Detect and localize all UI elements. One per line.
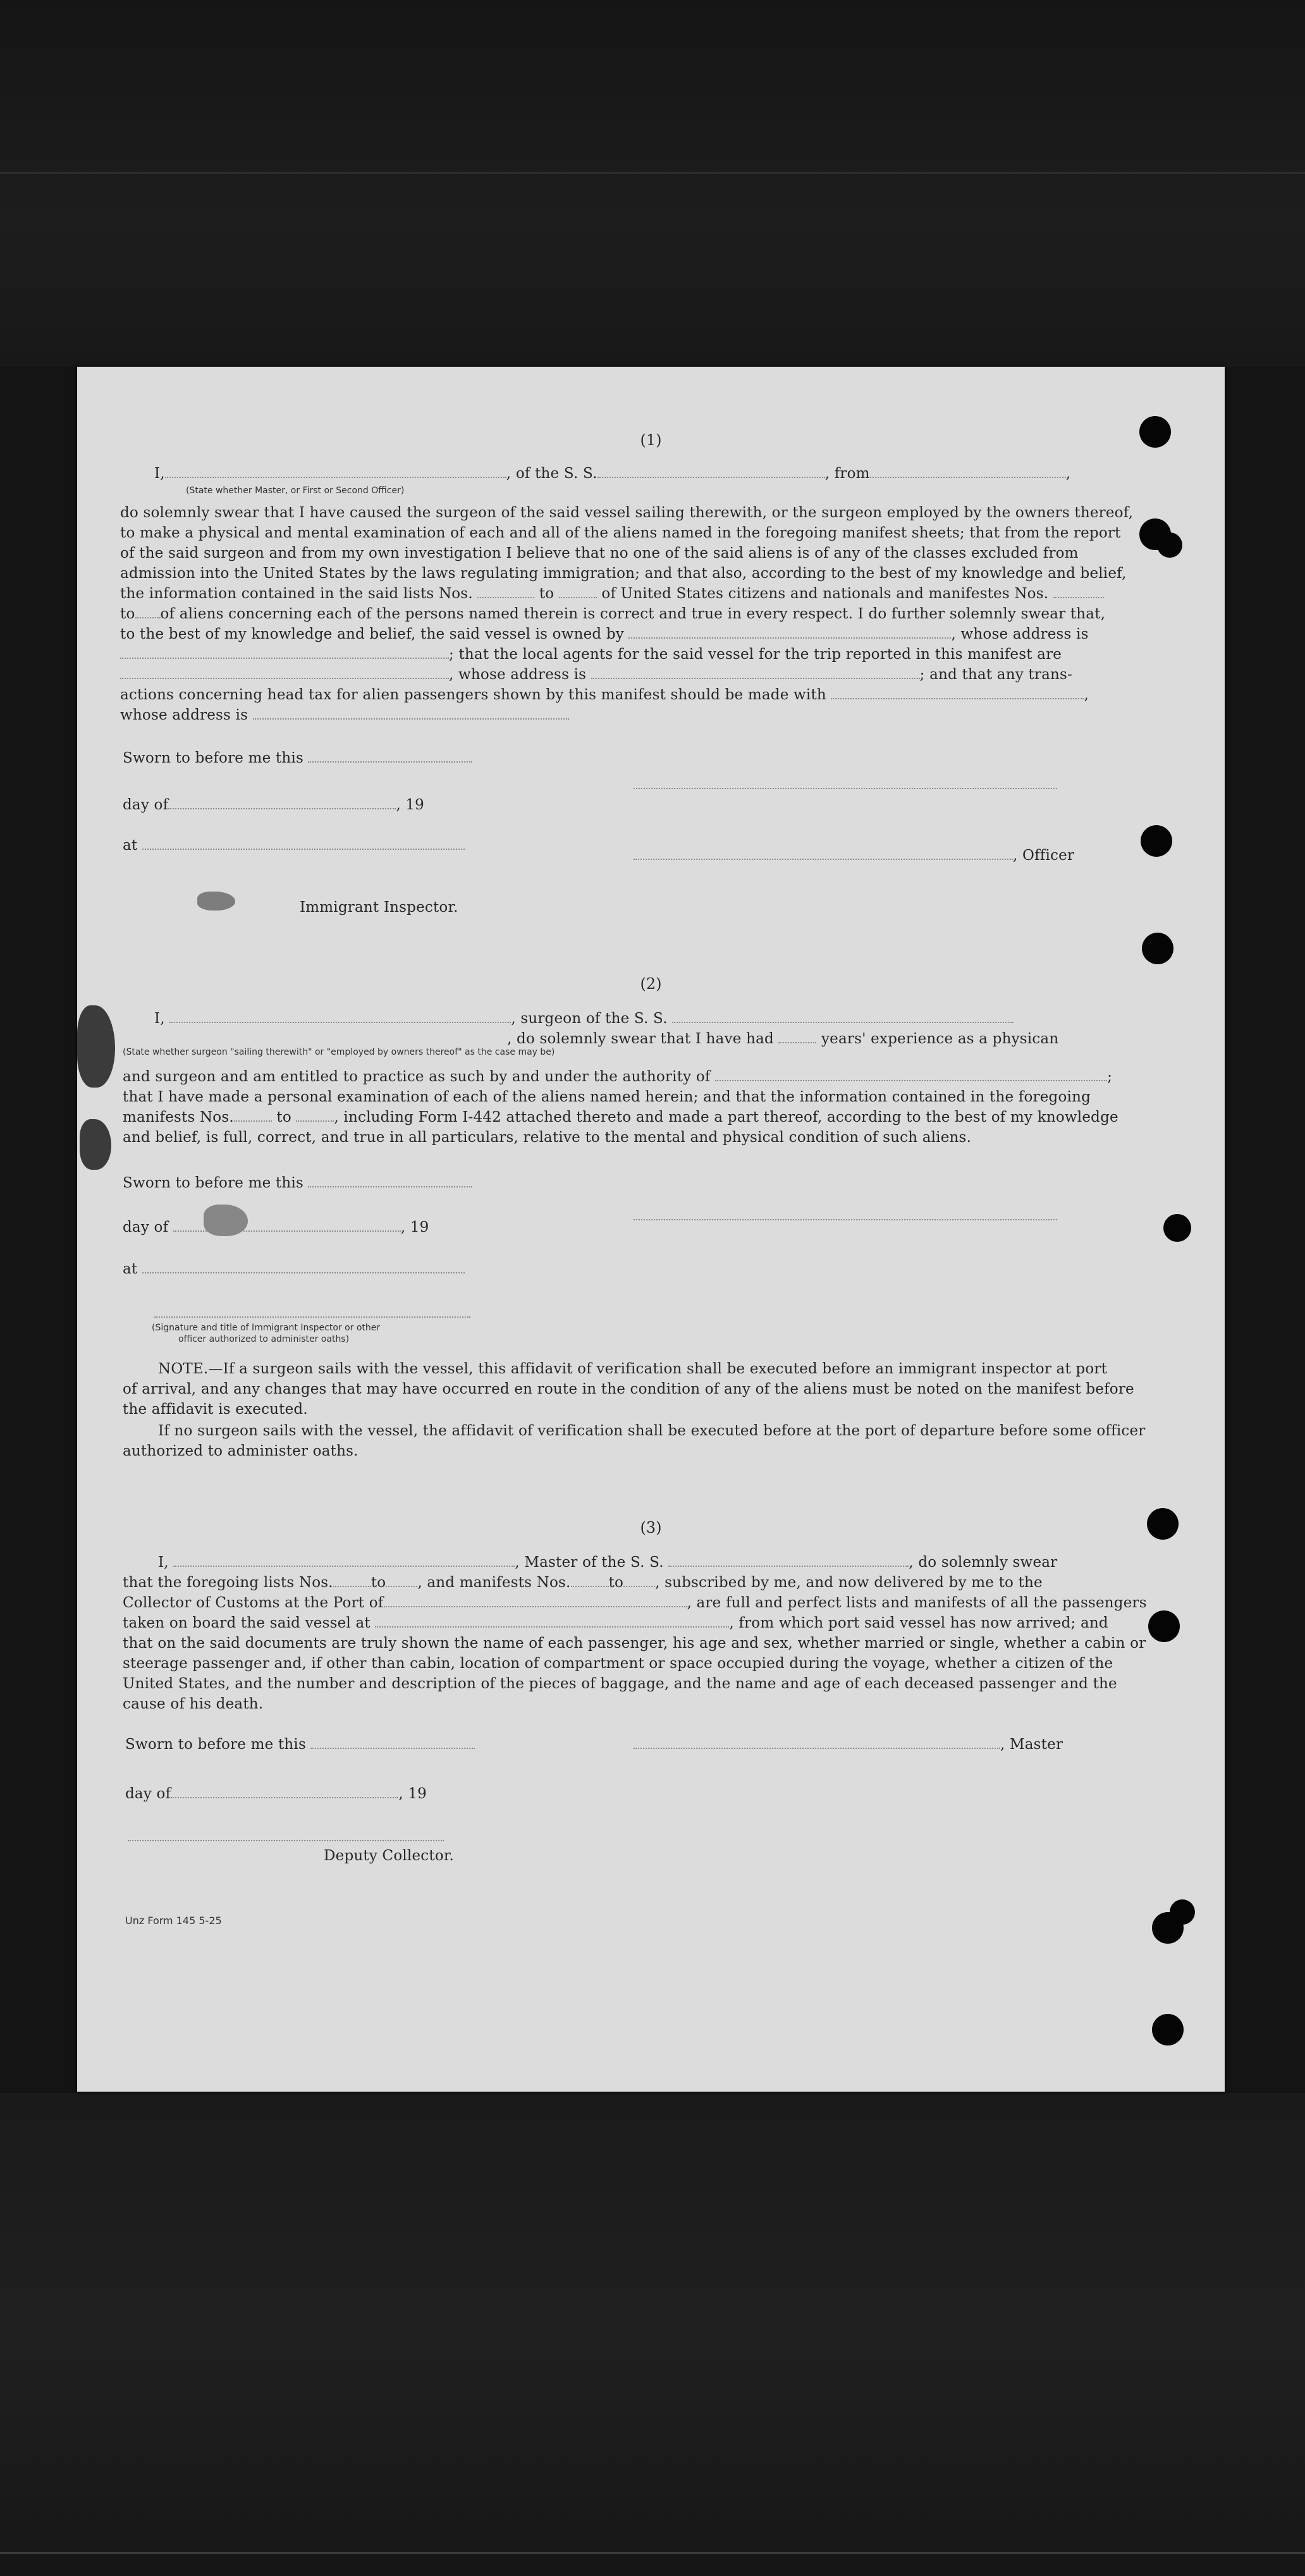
officer-line (634, 847, 1074, 864)
punch-hole (1152, 2014, 1184, 2045)
punch-hole (1141, 825, 1172, 857)
body-line: cause of his death. (123, 1696, 264, 1712)
blank-field (375, 1624, 729, 1628)
transactions-line (120, 687, 1089, 703)
text-arrived: , from which port said vessel has now arrived; and (729, 1615, 1108, 1631)
blank-field (171, 1794, 398, 1798)
collector-line (123, 1595, 1147, 1611)
day-of-line-2 (123, 1219, 429, 1236)
blank-field (168, 806, 396, 809)
text-day-of: day of (123, 797, 169, 813)
body-line: do solemnly swear that I have caused the surgeon of the said vessel sailing therewith, or the surgeon employed by the owners thereof, (120, 505, 1134, 521)
sworn-line-1 (123, 750, 472, 766)
blank-field (870, 474, 1066, 478)
text-swear: , do solemnly swear that I have had (507, 1031, 774, 1047)
text-authority: and surgeon and am entitled to practice as such by and under the authority of (123, 1069, 711, 1085)
text-of-ss: , of the S. S. (506, 465, 597, 482)
note-line: NOTE.—If a surgeon sails with the vessel, this affidavit of verification shall be executed before an immigrant inspector at port (158, 1361, 1108, 1377)
scanner-bottom-margin (0, 2093, 1305, 2576)
text-officer: , Officer (1013, 847, 1075, 864)
blank-field (634, 856, 1013, 860)
ink-stain (80, 1119, 111, 1170)
text-manifests: , and manifests Nos. (417, 1574, 571, 1591)
address-line-3 (120, 707, 569, 723)
text-i: I, (154, 1010, 165, 1027)
blank-field (672, 1019, 1014, 1023)
body-line: of the said surgeon and from my own investigation I believe that no one of the said aliens is of any of the classes excluded from (120, 545, 1079, 561)
blank-field (623, 1583, 655, 1587)
authority-line (123, 1069, 1112, 1085)
text-including: , including Form I-442 attached thereto and made a part thereof, according to the best of my knowledge (334, 1109, 1118, 1125)
text-trans: ; and that any trans- (919, 666, 1072, 683)
text-subscribed: , subscribed by me, and now delivered by me to the (655, 1574, 1043, 1591)
signature-line (154, 1316, 470, 1318)
body-line: steerage passenger and, if other than cabin, location of compartment or space occupied during the voyage, whether a citizen of the (123, 1655, 1113, 1672)
blank-field (1053, 594, 1104, 598)
section-number-2: (2) (640, 975, 662, 993)
blank-field (234, 1118, 272, 1122)
text-lists: that the foregoing lists Nos. (123, 1574, 333, 1591)
text-year: , 19 (400, 1219, 429, 1236)
text-day-of: day of (125, 1786, 171, 1802)
blank-field (310, 1745, 475, 1749)
punch-hole (1148, 1610, 1180, 1642)
body-line: to make a physical and mental examination of each and all of the aliens named in the foregoing manifest sheets; that from the report (120, 525, 1121, 541)
blank-field (571, 1583, 609, 1587)
blank-field (120, 675, 449, 679)
text-comma: , (1065, 465, 1071, 482)
text-experience: years' experience as a physican (821, 1031, 1059, 1047)
lists-line-3 (123, 1574, 1043, 1591)
text-master-of: , Master of the S. S. (515, 1554, 664, 1571)
owned-line (120, 626, 1089, 642)
sworn-line-2 (123, 1175, 472, 1191)
exam-line: that I have made a personal examination of each of the aliens named herein; and that the information contained in the foregoing (123, 1089, 1091, 1105)
ink-stain (77, 1005, 115, 1088)
ink-stain (197, 892, 235, 911)
text-swear: , do solemnly swear (909, 1554, 1058, 1571)
text-address: , whose address is (449, 666, 587, 683)
blank-field (333, 1583, 371, 1587)
master-sign-line (634, 1736, 1063, 1753)
blank-field (591, 675, 920, 679)
text-to: to (371, 1574, 386, 1591)
form-id: Unz Form 145 (125, 1915, 196, 1927)
at-line-1 (123, 837, 465, 854)
blank-field (559, 594, 597, 598)
document-page (77, 367, 1225, 2092)
blank-field (384, 1604, 687, 1607)
blank-field (831, 696, 1084, 699)
text-sworn: Sworn to before me this (123, 750, 303, 766)
punch-hole (1170, 1899, 1195, 1925)
text-master: , Master (1000, 1736, 1063, 1753)
address-line (120, 666, 1072, 683)
manifests-line (123, 1109, 1118, 1125)
text-lists: the information contained in the said lists Nos. (120, 586, 473, 602)
blank-field (778, 1040, 816, 1043)
blank-field (597, 474, 825, 478)
blank-field (169, 1019, 511, 1023)
text-i: I, (154, 465, 165, 482)
text-to: to (608, 1574, 624, 1591)
blank-field (165, 474, 506, 478)
text-taken: taken on board the said vessel at (123, 1615, 371, 1631)
sworn-line-3 (125, 1736, 475, 1753)
text-address: , whose address is (951, 626, 1089, 642)
signature-line (128, 1840, 444, 1841)
text-surgeon-of: , surgeon of the S. S. (511, 1010, 668, 1027)
note-line: of arrival, and any changes that may have occurred en route in the condition of any of the aliens must be noted on the manifest before (123, 1381, 1134, 1397)
text-full-lists: , are full and perfect lists and manifests of all the passengers (687, 1595, 1147, 1611)
punch-hole (1142, 933, 1173, 964)
text-citizens: of United States citizens and nationals and manifestes Nos. (601, 586, 1049, 602)
scan-artifact-line (0, 2552, 1305, 2554)
agents-line (120, 646, 1062, 663)
blank-field (173, 1563, 515, 1567)
text-year: , 19 (396, 797, 425, 813)
day-of-line-1 (123, 797, 424, 813)
blank-field (296, 1118, 334, 1122)
experience-line (507, 1031, 1058, 1047)
note-line: authorized to administer oaths. (123, 1443, 358, 1459)
note-line: the affidavit is executed. (123, 1401, 308, 1418)
belief-line: and belief, is full, correct, and true in all particulars, relative to the mental and physical condition of such aliens. (123, 1129, 972, 1146)
surgeon-line (154, 1010, 1014, 1027)
blank-field (135, 615, 161, 618)
text-comma: , (1084, 687, 1089, 703)
oath-first-line (154, 465, 1070, 482)
text-semicolon: ; (1107, 1069, 1113, 1085)
scan-artifact-line (0, 172, 1305, 174)
text-at: at (123, 1261, 138, 1277)
taken-line (123, 1615, 1108, 1631)
blank-field (308, 1184, 472, 1187)
blank-field (308, 759, 472, 763)
punch-hole (1157, 532, 1182, 558)
section-number-3: (3) (640, 1519, 662, 1536)
text-manifests: manifests Nos. (123, 1109, 234, 1125)
aliens-line (120, 606, 1105, 622)
text-owned-by: to the best of my knowledge and belief, the said vessel is owned by (120, 626, 624, 642)
blank-field (120, 655, 449, 659)
signature-line (634, 1219, 1057, 1220)
signature-line (634, 788, 1057, 789)
blank-field (628, 635, 951, 639)
body-line: admission into the United States by the laws regulating immigration; and that also, according to the best of my knowledge and belief, (120, 565, 1127, 582)
inspector-label-1: Immigrant Inspector. (300, 899, 458, 916)
state-note-2: (State whether surgeon "sailing therewith" or "employed by owners thereof" as the case may be) (123, 1047, 555, 1057)
blank-field (668, 1563, 909, 1567)
signature-note: (Signature and title of Immigrant Inspector or other (152, 1323, 381, 1333)
at-line-2 (123, 1261, 465, 1277)
deputy-collector-label: Deputy Collector. (324, 1848, 455, 1864)
text-from: , from (824, 465, 870, 482)
text-agents: ; that the local agents for the said vessel for the trip reported in this manifest are (449, 646, 1062, 663)
section-number-1: (1) (640, 431, 662, 449)
signature-note: officer authorized to administer oaths) (178, 1334, 350, 1344)
text-to: to (276, 1109, 291, 1125)
blank-field (634, 1745, 1000, 1749)
day-of-line-3 (125, 1786, 427, 1802)
form-code: 5-25 (199, 1915, 222, 1927)
text-to: to (539, 586, 554, 602)
blank-field (142, 1270, 465, 1273)
text-sworn: Sworn to before me this (125, 1736, 306, 1753)
lists-line (120, 586, 1104, 602)
text-transactions: actions concerning head tax for alien passengers shown by this manifest should be made with (120, 687, 826, 703)
text-sworn: Sworn to before me this (123, 1175, 303, 1191)
blank-field (142, 846, 465, 850)
blank-field (477, 594, 534, 598)
text-to: to (120, 606, 135, 622)
text-i: I, (158, 1554, 169, 1571)
note-line: If no surgeon sails with the vessel, the affidavit of verification shall be executed before at the port of departure before some officer (158, 1423, 1146, 1439)
body-line: United States, and the number and description of the pieces of baggage, and the name and age of each deceased passenger and the (123, 1676, 1117, 1692)
punch-hole (1163, 1214, 1191, 1242)
text-aliens: of aliens concerning each of the persons named therein is correct and true in every respect. I do further solemnly swear that, (160, 606, 1106, 622)
scanner-top-margin (0, 0, 1305, 367)
text-collector: Collector of Customs at the Port of (123, 1595, 384, 1611)
text-day-of: day of (123, 1219, 169, 1236)
blank-field (253, 716, 569, 720)
text-address: whose address is (120, 707, 248, 723)
master-line (158, 1554, 1057, 1571)
blank-field (173, 1228, 401, 1232)
state-note-1: (State whether Master, or First or Second Officer) (186, 486, 405, 496)
form-footer (125, 1915, 222, 1927)
blank-field (386, 1583, 417, 1587)
text-at: at (123, 837, 138, 854)
blank-field (715, 1077, 1107, 1081)
text-year: , 19 (398, 1786, 427, 1802)
body-line: that on the said documents are truly shown the name of each passenger, his age and sex, whether married or single, whether a cabin or (123, 1635, 1146, 1652)
